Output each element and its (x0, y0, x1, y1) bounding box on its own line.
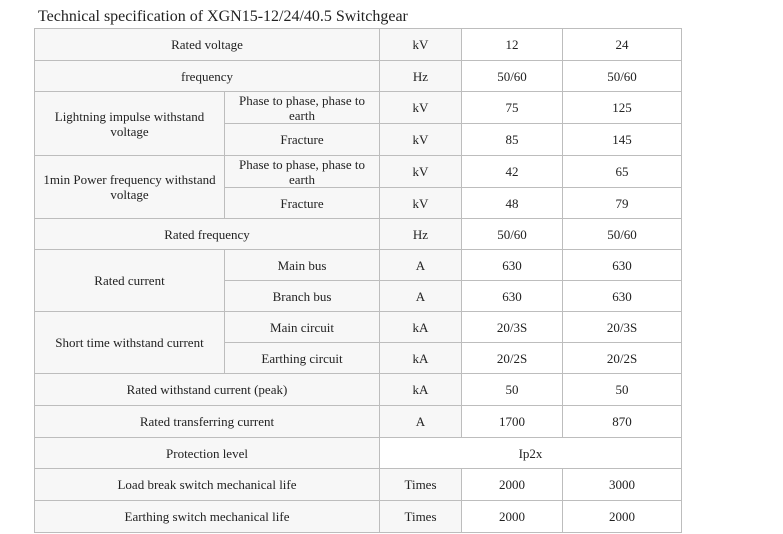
group-label: 1min Power frequency withstand voltage (35, 156, 225, 219)
value-12kv: 48 (462, 188, 563, 219)
table-row (35, 250, 682, 281)
value-12kv: 50/60 (462, 219, 563, 250)
value-24kv: 24 (563, 29, 682, 61)
protection-value: Ip2x (380, 438, 682, 469)
row-label: Rated frequency (35, 219, 380, 250)
table-row (35, 469, 682, 501)
sub-label: Phase to phase, phase to earth (225, 156, 380, 188)
page-title: Technical specification of XGN15-12/24/40.5 Switchgear (38, 8, 408, 25)
unit-cell: kV (380, 29, 462, 61)
value-24kv: 20/3S (563, 312, 682, 343)
sub-label: Branch bus (225, 281, 380, 312)
value-12kv: 2000 (462, 469, 563, 501)
group-label: Lightning impulse withstand voltage (35, 92, 225, 156)
value-24kv: 79 (563, 188, 682, 219)
value-24kv: 50/60 (563, 61, 682, 92)
sub-label: Fracture (225, 124, 380, 156)
row-label: Protection level (35, 438, 380, 469)
unit-cell: kV (380, 156, 462, 188)
value-12kv: 2000 (462, 501, 563, 533)
value-24kv: 65 (563, 156, 682, 188)
unit-cell: kA (380, 312, 462, 343)
value-24kv: 125 (563, 92, 682, 124)
value-12kv: 630 (462, 281, 563, 312)
unit-cell: Times (380, 501, 462, 533)
unit-cell: kA (380, 343, 462, 374)
row-label: Load break switch mechanical life (35, 469, 380, 501)
unit-cell: A (380, 250, 462, 281)
table-row (35, 61, 682, 92)
value-12kv: 20/2S (462, 343, 563, 374)
unit-cell: A (380, 406, 462, 438)
unit-cell: kA (380, 374, 462, 406)
table-row (35, 438, 682, 469)
row-label: Rated withstand current (peak) (35, 374, 380, 406)
row-label: frequency (35, 61, 380, 92)
value-12kv: 1700 (462, 406, 563, 438)
table-row (35, 92, 682, 124)
row-label: Rated voltage (35, 29, 380, 61)
value-24kv: 630 (563, 281, 682, 312)
sub-label: Fracture (225, 188, 380, 219)
value-24kv: 50/60 (563, 219, 682, 250)
unit-cell: Times (380, 469, 462, 501)
value-24kv: 145 (563, 124, 682, 156)
table-row (35, 219, 682, 250)
group-label: Rated current (35, 250, 225, 312)
table-row (35, 501, 682, 533)
sub-label: Earthing circuit (225, 343, 380, 374)
value-24kv: 870 (563, 406, 682, 438)
row-label: Earthing switch mechanical life (35, 501, 380, 533)
value-12kv: 85 (462, 124, 563, 156)
group-label: Short time withstand current (35, 312, 225, 374)
sub-label: Main bus (225, 250, 380, 281)
unit-cell: A (380, 281, 462, 312)
unit-cell: Hz (380, 219, 462, 250)
unit-cell: kV (380, 188, 462, 219)
value-12kv: 630 (462, 250, 563, 281)
table-row (35, 406, 682, 438)
sub-label: Main circuit (225, 312, 380, 343)
unit-cell: kV (380, 92, 462, 124)
value-12kv: 12 (462, 29, 563, 61)
value-24kv: 20/2S (563, 343, 682, 374)
value-12kv: 50/60 (462, 61, 563, 92)
value-24kv: 630 (563, 250, 682, 281)
table-row (35, 374, 682, 406)
unit-cell: kV (380, 124, 462, 156)
value-24kv: 2000 (563, 501, 682, 533)
spec-table (34, 28, 682, 533)
row-label: Rated transferring current (35, 406, 380, 438)
value-24kv: 3000 (563, 469, 682, 501)
value-12kv: 20/3S (462, 312, 563, 343)
value-12kv: 50 (462, 374, 563, 406)
unit-cell: Hz (380, 61, 462, 92)
value-12kv: 42 (462, 156, 563, 188)
table-row (35, 156, 682, 188)
value-12kv: 75 (462, 92, 563, 124)
sub-label: Phase to phase, phase to earth (225, 92, 380, 124)
table-row (35, 312, 682, 343)
value-24kv: 50 (563, 374, 682, 406)
table-row (35, 29, 682, 61)
